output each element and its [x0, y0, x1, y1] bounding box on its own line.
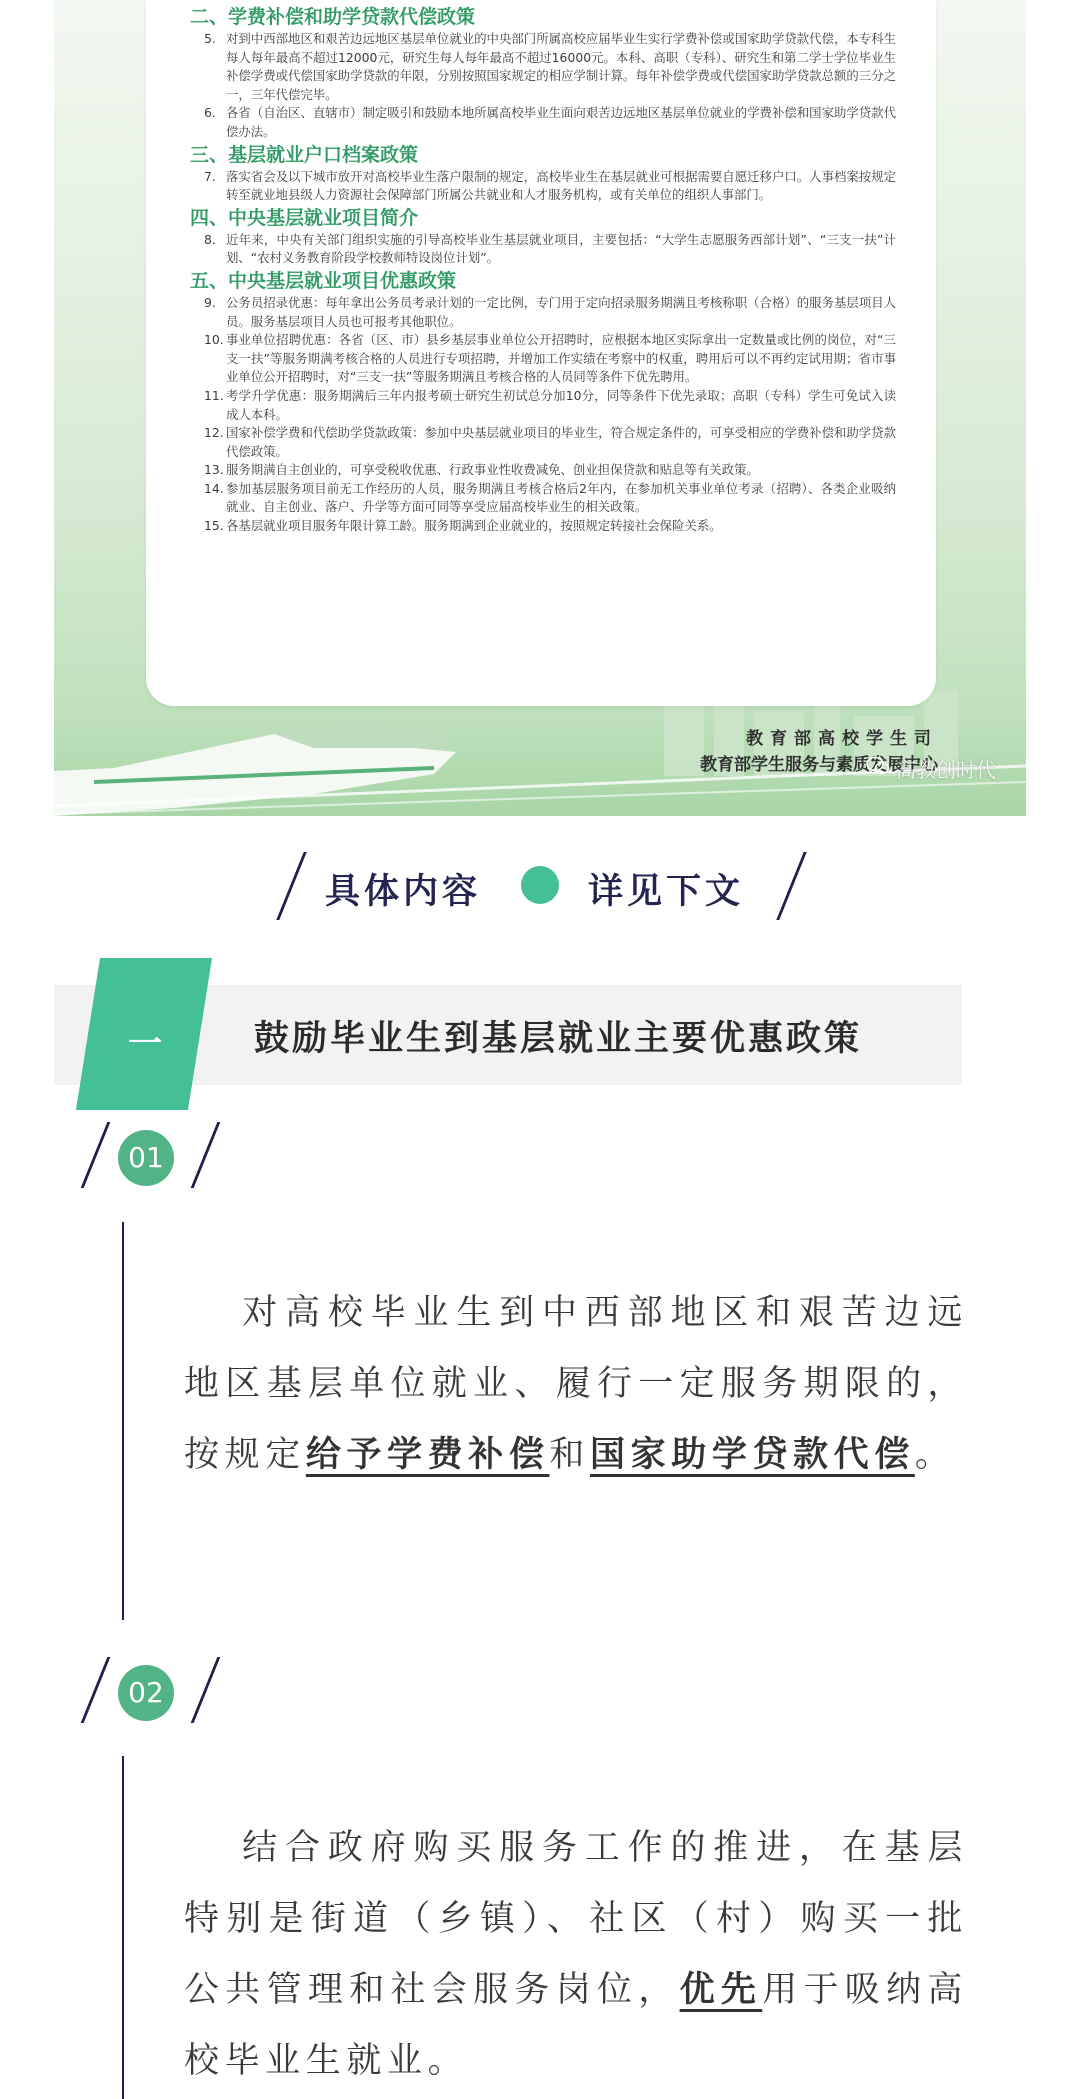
marker-slash-left — [81, 1657, 110, 1723]
policy-item-text: 近年来，中央有关部门组织实施的引导高校毕业生基层就业项目，主要包括：“大学生志愿服务西部计划”、“三支一扶”计划、“农村义务教育阶段学校教师特设岗位计划”。 — [226, 231, 896, 266]
policy-item-number: 14. — [204, 480, 224, 496]
poster-section-heading: 二、学费补偿和助学贷款代偿政策 — [190, 6, 476, 28]
policy-item-number: 11. — [204, 387, 224, 403]
policy-item — [204, 104, 896, 141]
watermark-text: 高教创时代 — [896, 758, 996, 782]
item-vertical-line — [122, 1756, 124, 2099]
policy-item-number: 13. — [204, 462, 224, 478]
highlight-tuition-compensation: 给予学费补偿 — [305, 1435, 550, 1475]
policy-item-number: 12. — [204, 425, 224, 441]
poster-section-2 — [190, 4, 896, 142]
policy-item-text: 国家补偿学费和代偿助学贷款政策：参加中央基层就业项目的毕业生，符合规定条件的，可享受相应的学费补偿和助学贷款代偿政策。 — [226, 425, 896, 459]
content-divider — [0, 850, 1079, 922]
item-paragraph-01 — [184, 1278, 968, 1491]
divider-slash-left — [276, 852, 306, 920]
divider-right-text: 详见下文 — [588, 872, 745, 912]
policy-item-text: 对到中西部地区和艰苦边远地区基层单位就业的中央部门所属高校应届毕业生实行学费补偿或国家助学贷款代偿，本专科生每人每年最高不超过12000元，研究生每人每年最高不超过16000元。本科、高职（专科）、研究生和第二学士学位毕业生补偿学费或代偿国家助学贷款的年限，分别按照国家规定的相应学制计算。每年补偿学费或代偿国家助学贷款总额的三分之一，三年代偿完毕。 — [226, 31, 896, 102]
poster-section-5 — [190, 268, 896, 536]
policy-item-text: 服务期满自主创业的，可享受税收优惠、行政事业性收费减免、创业担保贷款和贴息等有关政策。 — [226, 462, 759, 478]
policy-item — [204, 30, 896, 104]
item-paragraph-02 — [184, 1813, 968, 2097]
policy-poster-image — [54, 0, 1026, 816]
policy-item-text: 考学升学优惠：服务期满后三年内报考硕士研究生初试总分加10分，同等条件下优先录取；高职（专科）学生可免试入读成人本科。 — [226, 387, 896, 422]
poster-section-heading: 五、中央基层就业项目优惠政策 — [190, 269, 457, 292]
policy-item-number: 7. — [204, 168, 216, 184]
policy-card — [146, 0, 936, 706]
marker-slash-right — [191, 1122, 220, 1188]
signature-line-2: 教育部学生服务与素质发展中心 — [700, 755, 938, 775]
poster-section-heading: 四、中央基层就业项目简介 — [190, 206, 419, 229]
policy-item-number: 15. — [204, 518, 224, 534]
poster-section-3 — [190, 142, 896, 205]
poster-section-heading: 三、基层就业户口档案政策 — [190, 143, 419, 166]
wechat-icon — [866, 756, 890, 781]
item-marker-01 — [80, 1120, 240, 1192]
item-number-badge: 02 — [118, 1665, 174, 1721]
paragraph-text: 结合政府购买服务工作的推进，在基层特别是街道（乡镇）、社区（村）购买一批公共管理和社会服务岗位， — [184, 1828, 968, 2010]
policy-item-number: 10. — [204, 332, 224, 348]
policy-item-text: 各省（自治区、直辖市）制定吸引和鼓励本地所属高校毕业生面向艰苦边远地区基层单位就业的学费补偿和国家助学贷款代偿办法。 — [226, 105, 896, 139]
policy-item — [204, 168, 896, 205]
policy-item-text: 落实省会及以下城市放开对高校毕业生落户限制的规定，高校毕业生在基层就业可根据需要自愿迁移户口。人事档案按规定转至就业地县级人力资源社会保障部门所属公共就业和人才服务机构，或有关单位的组织人事部门。 — [226, 168, 896, 203]
item-marker-02 — [80, 1655, 240, 1727]
poster-section-4 — [190, 205, 896, 268]
divider-slash-right — [776, 852, 806, 920]
policy-item-number: 5. — [204, 31, 216, 46]
divider-left-text: 具体内容 — [325, 872, 482, 912]
item-vertical-line — [122, 1222, 124, 1620]
policy-item — [204, 231, 896, 268]
policy-item-text: 事业单位招聘优惠：各省（区、市）县乡基层事业单位公开招聘时，应根据本地区实际拿出一定数量或比例的岗位，对“三支一扶”等服务期满考核合格的人员进行专项招聘，并增加工作实绩在考察中的权重，聘用后可以不再约定试用期；省市事业单位公开招聘时，对“三支一扶”等服务期满且考核合格的人员同等条件下优先聘用。 — [226, 332, 896, 385]
marker-slash-left — [81, 1122, 110, 1188]
signature-line-1: 教育部高校学生司 — [746, 729, 938, 749]
policy-item — [204, 294, 896, 331]
policy-item-number: 8. — [204, 231, 216, 247]
policy-item — [204, 480, 896, 517]
watermark — [866, 754, 996, 783]
paragraph-text: 对高校毕业生到中西部地区和艰苦边远地区基层单位就业、履行一定服务期限的，按规定 — [184, 1293, 968, 1475]
paragraph-text: 。 — [914, 1435, 956, 1475]
paragraph-text: 用于吸纳高校毕业生就业。 — [184, 1970, 968, 2081]
policy-item-text: 各基层就业项目服务年限计算工龄。服务期满到企业就业的，按照规定转接社会保险关系。 — [226, 518, 722, 534]
section-title: 鼓励毕业生到基层就业主要优惠政策 — [254, 1019, 863, 1059]
policy-item — [204, 424, 896, 461]
policy-item — [204, 387, 896, 424]
policy-item-text: 参加基层服务项目前无工作经历的人员，服务期满且考核合格后2年内，在参加机关事业单位考录（招聘）、各类企业吸纳就业、自主创业、落户、升学等方面可同等享受应届高校毕业生的相关政策。 — [226, 480, 896, 515]
item-number-badge: 01 — [118, 1130, 174, 1186]
policy-item — [204, 517, 896, 536]
policy-item — [204, 331, 896, 387]
marker-slash-right — [191, 1657, 220, 1723]
policy-item-number: 9. — [204, 294, 216, 310]
policy-item-text: 公务员招录优惠：每年拿出公务员考录计划的一定比例，专门用于定向招录服务期满且考核称职（合格）的服务基层项目人员。服务基层项目人员也可报考其他职位。 — [226, 294, 896, 329]
section-number: 一 — [128, 1024, 162, 1064]
divider-dot — [521, 866, 559, 904]
highlight-loan-repayment: 国家助学贷款代偿 — [590, 1435, 915, 1475]
highlight-priority: 优先 — [679, 1970, 763, 2010]
paragraph-text: 和 — [549, 1435, 591, 1475]
policy-item — [204, 461, 896, 480]
policy-item-number: 6. — [204, 105, 216, 121]
